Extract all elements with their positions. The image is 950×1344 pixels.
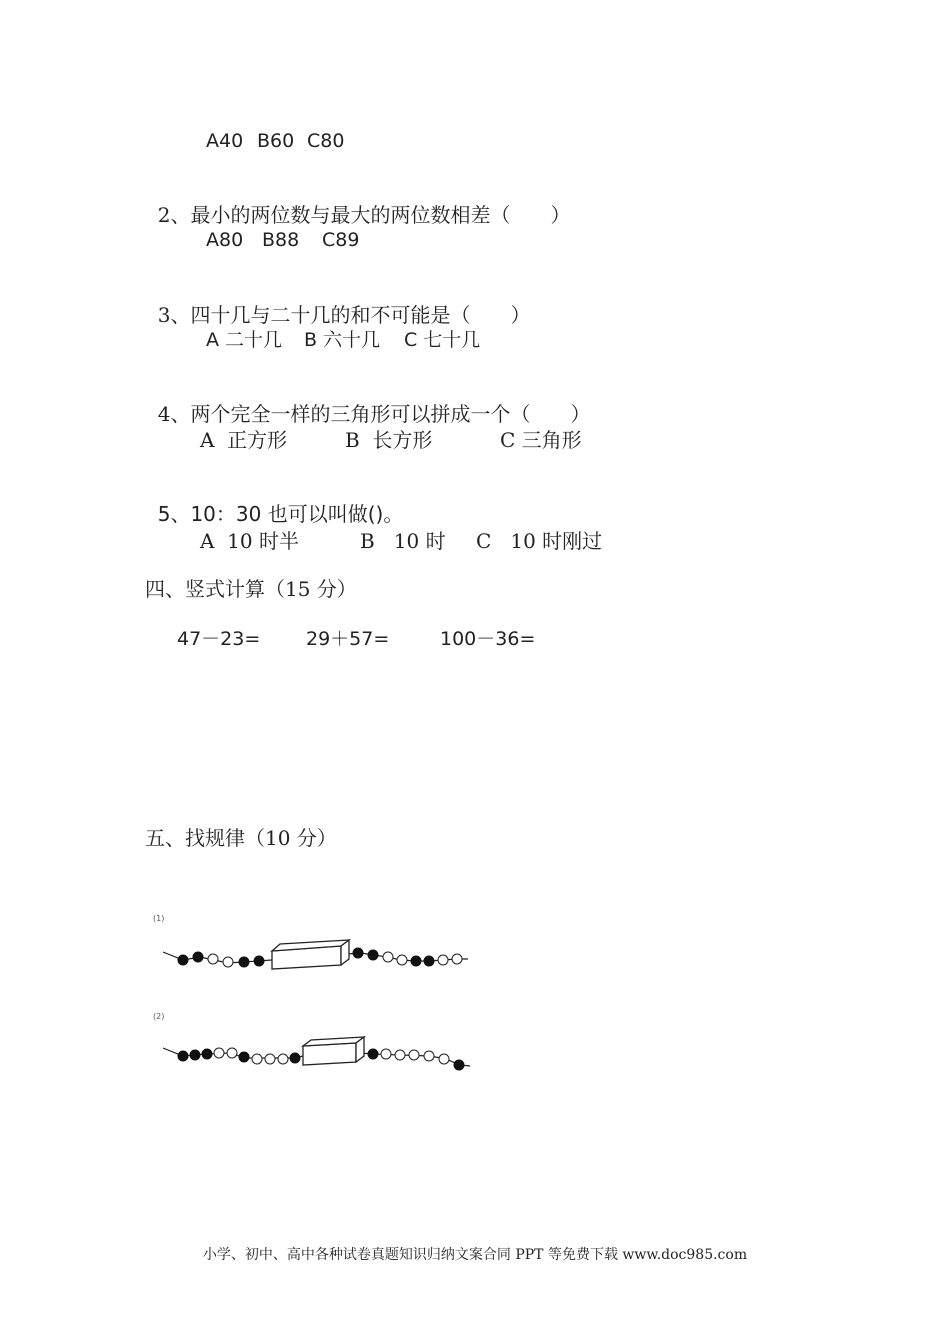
section-4-title: 四、竖式计算（15 分） bbox=[145, 577, 357, 601]
q4-option-a: A 正方形 bbox=[200, 428, 288, 452]
question-5-number: 5、 bbox=[157, 502, 191, 526]
calc-problem-2: 29＋57= bbox=[306, 628, 390, 650]
q2-option-a: A80 bbox=[206, 229, 244, 251]
question-4-number: 4、 bbox=[157, 402, 191, 426]
q3-option-a: A 二十几 bbox=[206, 329, 283, 351]
bead-string-1 bbox=[163, 940, 468, 969]
bead-string-2 bbox=[163, 1037, 470, 1070]
q5-option-c: C 10 时刚过 bbox=[476, 529, 603, 553]
question-5-text: 10：30 也可以叫做()。 bbox=[190, 502, 404, 526]
q2-option-b: B88 bbox=[262, 229, 300, 251]
box-2 bbox=[303, 1037, 364, 1065]
q2-option-c: C89 bbox=[322, 229, 360, 251]
q3-option-b: B 六十几 bbox=[304, 329, 381, 351]
question-3-text: 四十几与二十几的和不可能是（ ） bbox=[190, 303, 531, 327]
q3-option-c: C 七十几 bbox=[404, 329, 481, 351]
question-2-text: 最小的两位数与最大的两位数相差（ ） bbox=[190, 203, 571, 227]
section-5-title: 五、找规律（10 分） bbox=[145, 826, 337, 850]
q5-option-a: A 10 时半 bbox=[200, 529, 299, 553]
calc-problem-1: 47－23= bbox=[177, 628, 261, 650]
calc-problem-3: 100－36= bbox=[440, 628, 536, 650]
q4-option-b: B 长方形 bbox=[345, 428, 433, 452]
figure-1-label: (1) bbox=[153, 914, 165, 923]
question-2-number: 2、 bbox=[157, 203, 191, 227]
question-3-number: 3、 bbox=[157, 303, 191, 327]
q4-option-c: C 三角形 bbox=[500, 428, 582, 452]
q1-option-a: A40 bbox=[206, 130, 244, 152]
page-footer: 小学、初中、高中各种试卷真题知识归纳文案合同 PPT 等免费下载 www.doc985.com bbox=[202, 1247, 748, 1263]
figure-2-label: (2) bbox=[153, 1012, 165, 1021]
q1-option-b: B60 bbox=[257, 130, 295, 152]
q1-option-c: C80 bbox=[307, 130, 345, 152]
box-1 bbox=[272, 940, 349, 969]
question-4-text: 两个完全一样的三角形可以拼成一个（ ） bbox=[190, 402, 591, 426]
q5-option-b: B 10 时 bbox=[360, 529, 446, 553]
